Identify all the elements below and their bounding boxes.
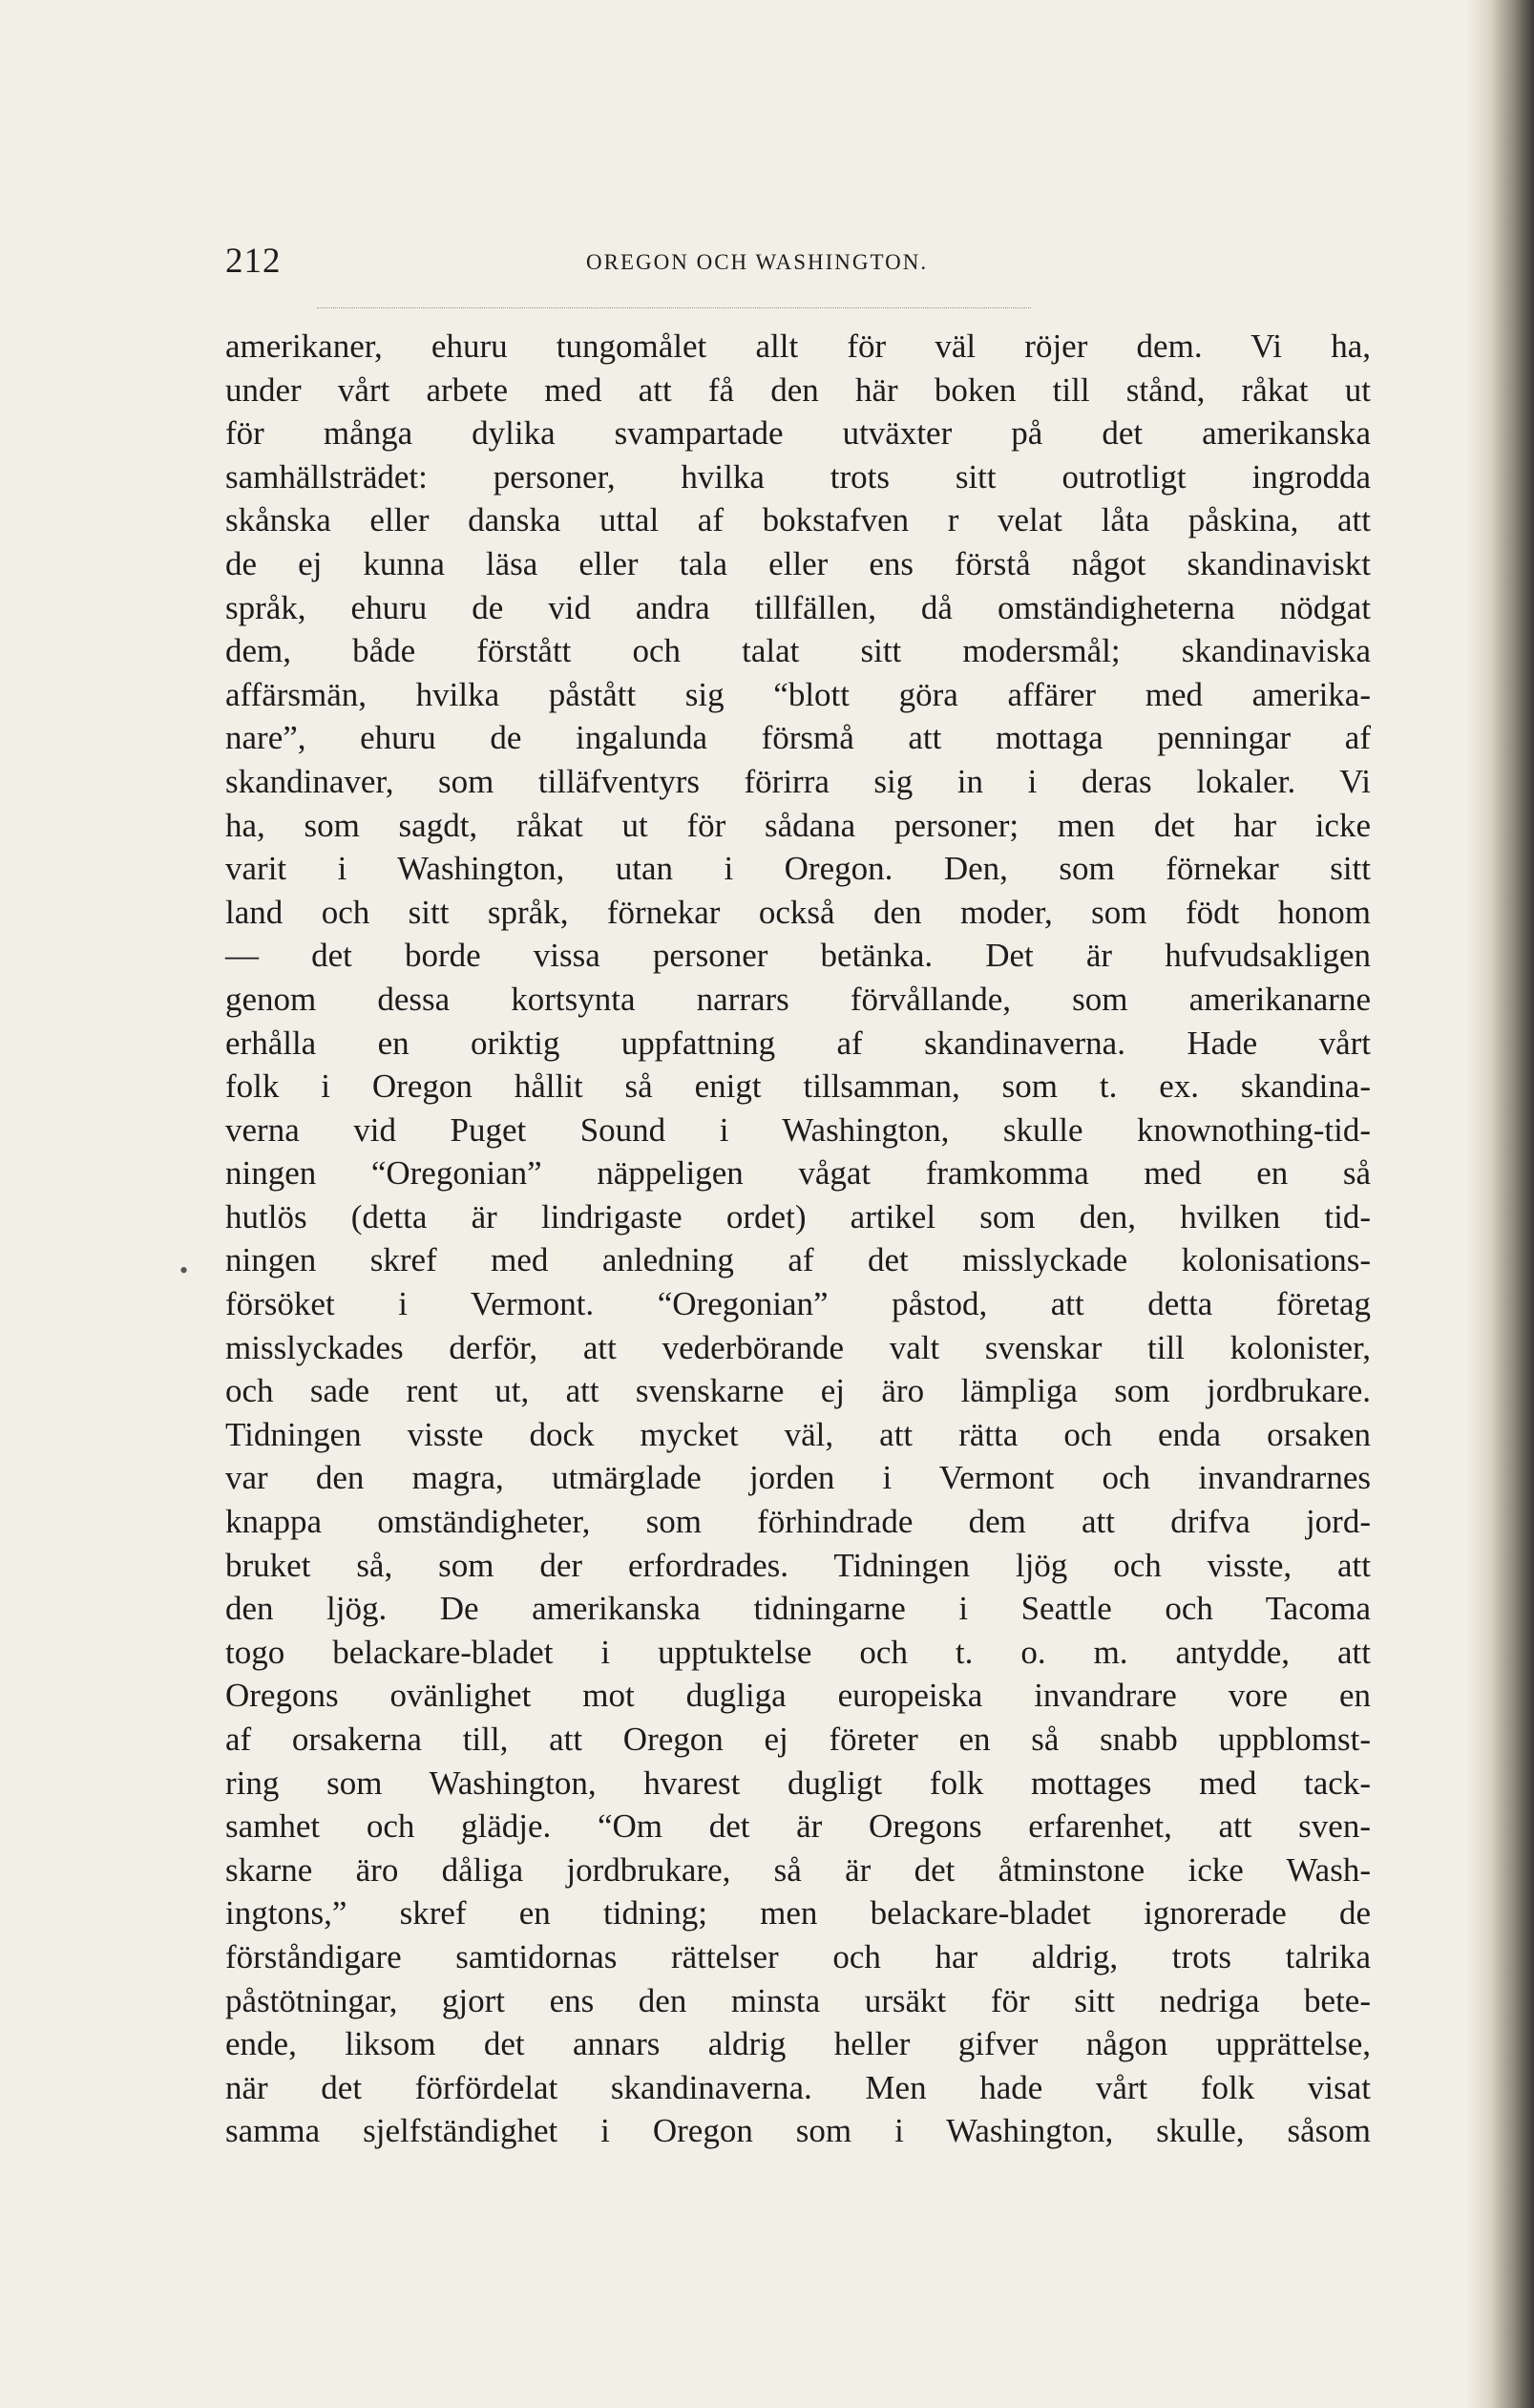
text-line: påstötningar, gjort ens den minsta ursäkt för sitt nedriga bete-: [225, 1981, 1371, 2019]
text-line: var den magra, utmärglade jorden i Vermont och invandrarnes: [225, 1459, 1371, 1497]
text-line: språk, ehuru de vid andra tillfällen, då omständigheterna nödgat: [225, 588, 1371, 626]
text-line: skandinaver, som tilläfventyrs förirra sig in i deras lokaler. Vi: [225, 762, 1371, 800]
text-line: varit i Washington, utan i Oregon. Den, som förnekar sitt: [225, 850, 1371, 888]
text-line: land och sitt språk, förnekar också den moder, som födt honom: [225, 893, 1371, 931]
text-line: ha, som sagdt, råkat ut för sådana personer; men det har icke: [225, 806, 1371, 844]
text-line: verna vid Puget Sound i Washington, skulle knownothing-tid-: [225, 1110, 1371, 1149]
text-line: ingtons,” skref en tidning; men belackare-bladet ignorerade de: [225, 1894, 1371, 1933]
text-line: misslyckades derför, att vederbörande valt svenskar till kolonister,: [225, 1328, 1371, 1366]
text-line: försöket i Vermont. “Oregonian” påstod, att detta företag: [225, 1285, 1371, 1323]
text-line: folk i Oregon hållit så enigt tillsamman, som t. ex. skandina-: [225, 1067, 1371, 1106]
text-line: skånska eller danska uttal af bokstafven r velat låta påskina, att: [225, 501, 1371, 539]
text-line: den ljög. De amerikanska tidningarne i Seattle och Tacoma: [225, 1590, 1371, 1628]
text-line: hutlös (detta är lindrigaste ordet) artikel som den, hvilken tid-: [225, 1197, 1371, 1236]
text-line: skarne äro dåliga jordbrukare, så är det åtminstone icke Wash-: [225, 1850, 1371, 1889]
text-line: under vårt arbete med att få den här boken till stånd, råkat ut: [225, 370, 1371, 409]
text-line: samhet och glädje. “Om det är Oregons erfarenhet, att sven-: [225, 1807, 1371, 1846]
body-text: [225, 325, 1371, 2153]
text-line: affärsmän, hvilka påstått sig “blott göra affärer med amerika-: [225, 675, 1371, 713]
text-line: ring som Washington, hvarest dugligt folk mottages med tack-: [225, 1764, 1371, 1802]
text-line: knappa omständigheter, som förhindrade dem att drifva jord-: [225, 1503, 1371, 1541]
text-line: för många dylika svampartade utväxter på det amerikanska: [225, 414, 1371, 453]
text-line: Tidningen visste dock mycket väl, att rätta och enda orsaken: [225, 1415, 1371, 1453]
text-line: — det borde vissa personer betänka. Det är hufvudsakligen: [225, 937, 1371, 975]
text-line: samhällsträdet: personer, hvilka trots sitt outrotligt ingrodda: [225, 457, 1371, 496]
text-line: samma sjelfständighet i Oregon som i Washington, skulle, såsom: [225, 2112, 1371, 2150]
text-line: dem, både förstått och talat sitt modersmål; skandinaviska: [225, 632, 1371, 670]
header-rule: [317, 307, 1031, 308]
page-header: [225, 241, 1027, 283]
text-line: togo belackare-bladet i upptuktelse och t. o. m. antydde, att: [225, 1633, 1371, 1671]
text-line: genom dessa kortsynta narrars förvållande, som amerikanarne: [225, 980, 1371, 1018]
text-line: Oregons ovänlighet mot dugliga europeiska invandrare vore en: [225, 1677, 1371, 1715]
text-line: ningen skref med anledning af det misslyckade kolonisations-: [225, 1241, 1371, 1279]
running-head: OREGON OCH WASHINGTON.: [586, 250, 929, 274]
text-line: amerikaner, ehuru tungomålet allt för väl röjer dem. Vi ha,: [225, 327, 1371, 365]
text-line: bruket så, som der erfordrades. Tidningen ljög och visste, att: [225, 1546, 1371, 1584]
text-line: när det förfördelat skandinaverna. Men hade vårt folk visat: [225, 2068, 1371, 2106]
text-line: nare”, ehuru de ingalunda försmå att mottaga penningar af: [225, 719, 1371, 757]
text-line: förståndigare samtidornas rättelser och har aldrig, trots talrika: [225, 1937, 1371, 1975]
book-spine-shadow: [1467, 0, 1534, 2408]
text-line: erhålla en oriktig uppfattning af skandinaverna. Hade vårt: [225, 1024, 1371, 1062]
text-line: ningen “Oregonian” näppeligen vågat framkomma med en så: [225, 1154, 1371, 1193]
text-line: af orsakerna till, att Oregon ej företer en så snabb uppblomst-: [225, 1721, 1371, 1758]
text-line: de ej kunna läsa eller tala eller ens förstå något skandinaviskt: [225, 544, 1371, 582]
text-line: och sade rent ut, att svenskarne ej äro lämpliga som jordbrukare.: [225, 1372, 1371, 1410]
page-number: 212: [225, 242, 282, 281]
text-line: ende, liksom det annars aldrig heller gifver någon upprättelse,: [225, 2025, 1371, 2063]
margin-mark: •: [179, 1257, 189, 1284]
